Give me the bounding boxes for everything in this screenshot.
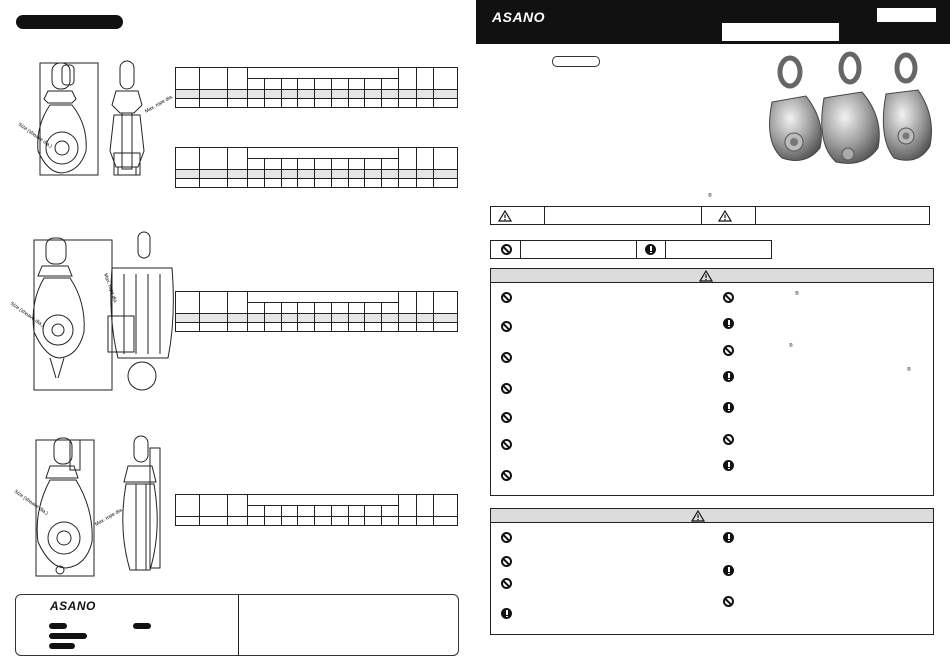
- pulley-diagram-double: [8, 228, 188, 398]
- caution-triangle-icon: [691, 510, 705, 522]
- prohibition-icon: [501, 244, 512, 255]
- mandatory-action-icon: [723, 565, 734, 576]
- pulley-diagram-single: [10, 55, 190, 195]
- prohibition-icon: [501, 383, 512, 394]
- prohibition-icon: [501, 292, 512, 303]
- caution-triangle-icon: [718, 210, 732, 222]
- registered-mark-1: ®: [708, 193, 712, 199]
- prohibition-icon: [723, 345, 734, 356]
- warning-section-header: [491, 269, 933, 283]
- registered-mark-2: ®: [795, 291, 799, 297]
- prohibition-icon: [723, 292, 734, 303]
- mandatory-action-icon: [723, 318, 734, 329]
- registered-mark-4: ®: [907, 367, 911, 373]
- prohibition-icon: [501, 532, 512, 543]
- mandatory-action-icon: [645, 244, 656, 255]
- mandatory-action-icon: [723, 460, 734, 471]
- diagram3-label-size: Size (sheave dia.): [12, 488, 50, 517]
- mandatory-action-icon: [723, 371, 734, 382]
- mandatory-action-icon: [723, 402, 734, 413]
- warning-triangle-icon: [498, 210, 512, 222]
- warning-section: [490, 268, 934, 496]
- intro-badge: [552, 56, 600, 67]
- prohibition-icon: [501, 412, 512, 423]
- symbol-legend: [490, 240, 772, 259]
- header-logo: ASANO: [492, 9, 546, 25]
- caution-section-header: [491, 509, 933, 523]
- prohibition-icon: [501, 321, 512, 332]
- footer-pill-3: [49, 633, 87, 639]
- footer-company-box: [15, 594, 459, 656]
- warning-triangle-icon: [699, 270, 713, 282]
- diagram2-label-rope: Max. rope dia.: [102, 272, 119, 305]
- mandatory-action-icon: [723, 532, 734, 543]
- registered-mark-3: ®: [789, 343, 793, 349]
- spec-table-1: [175, 67, 458, 108]
- footer-logo: ASANO: [50, 599, 96, 613]
- spec-table-3: [175, 291, 458, 332]
- diagram1-label-rope: Max. rope dia.: [144, 93, 175, 115]
- diagram2-label-size: Size (sheave dia.): [8, 300, 46, 329]
- header-label-box-2: [877, 8, 936, 22]
- prohibition-icon: [723, 434, 734, 445]
- footer-divider: [238, 595, 239, 656]
- prohibition-icon: [501, 470, 512, 481]
- spec-table-2: [175, 147, 458, 188]
- pulley-diagram-snatch: [10, 430, 190, 580]
- product-photo: [760, 52, 940, 172]
- prohibition-icon: [723, 596, 734, 607]
- caution-section: [490, 508, 934, 635]
- footer-pill-4: [49, 643, 75, 649]
- prohibition-icon: [501, 439, 512, 450]
- diagram1-label-size: Size (sheave dia.): [16, 121, 54, 150]
- footer-pill-1: [49, 623, 67, 629]
- spec-table-4: [175, 494, 458, 526]
- prohibition-icon: [501, 352, 512, 363]
- prohibition-icon: [501, 578, 512, 589]
- prohibition-icon: [501, 556, 512, 567]
- mandatory-action-icon: [501, 608, 512, 619]
- hazard-legend: [490, 206, 930, 225]
- header-bar: [476, 0, 950, 44]
- header-label-box-1: [722, 23, 839, 41]
- title-pill: [16, 15, 123, 29]
- footer-pill-2: [133, 623, 151, 629]
- diagram3-label-rope: Max. rope dia.: [94, 506, 125, 528]
